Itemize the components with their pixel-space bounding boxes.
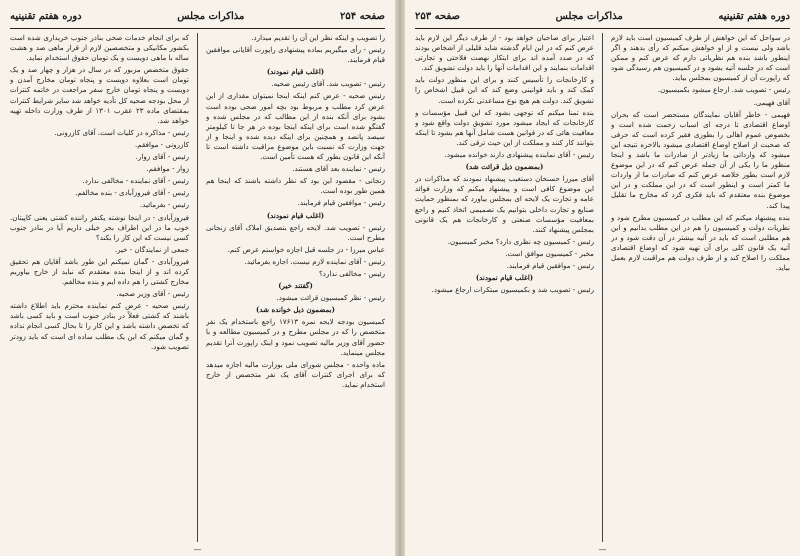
- paragraph: (اغلب قیام نمودند): [475, 273, 534, 283]
- paragraph: بنده تمنا میکنم که توجهی بشود که این قبیل مؤسسات و کارخانجات که ایجاد میشود مورد تشویق دولت واقع شود و معافیت هائی که در قوانین هست شامل آنها هم بشود تا اینکه بتوانند کار کنند و مملکت از این حیث ترقی کند.: [415, 107, 594, 147]
- paragraph: رئیس - نظر کمیسیون قرائت میشود.: [276, 293, 385, 303]
- book-gutter: [395, 0, 405, 556]
- left-page-title: مذاکرات مجلس: [177, 10, 245, 22]
- paragraph: (اغلب قیام نمودند): [266, 67, 325, 77]
- right-page-footer: —: [598, 545, 607, 554]
- right-column-right: [611, 33, 790, 542]
- paragraph: که برای انجام خدمات صحی بنادر جنوب خریداری شده است بکشور مکانیکی و متخصصین لازم از قرار ماهی صد و هشت ساله با ماهی دویست و یک تومان حقوق استخدام نماید.: [10, 33, 189, 63]
- left-page-footer: —: [193, 545, 202, 554]
- paragraph: آقای فهیمی.: [753, 97, 790, 107]
- paragraph: رئیس - آقای زوار.: [135, 152, 189, 162]
- paragraph: آقای میرزا حسنخان دستغیب پیشنهاد نمودند که مذاکرات در این موضوع کافی است و پیشنهاد میکنم که وزارت فوائد عامه و تجارت یک لایحه ای بمجلس بیاورد که بمنظور حمایت صنایع و تجارت داخلی بتوانیم یک تصمیمی اتخاذ کنیم و راجع بمعافیت مؤسسات صنعتی و کارخانجات هم یک قانونی بمجلس پیشنهاد کنند.: [415, 174, 594, 234]
- paragraph: و کارخانجات را تأسیس کنند و برای این منظور دولت باید کمک کند و باید قوانینی وضع کند که این قبیل اشخاص را تشویق کند. دولت هم هیچ نوع مساعدتی نکرده است.: [415, 75, 594, 105]
- paragraph: رئیس - موافقین قیام فرمایند.: [297, 198, 385, 208]
- paragraph: رئیس - بفرمائید.: [139, 200, 189, 210]
- paragraph: (اغلب قیام نمودند): [266, 210, 325, 220]
- left-column-left: [10, 33, 189, 542]
- paragraph: رئیس - آقای نماینده - مخالفی ندارد.: [82, 176, 189, 186]
- paragraph: (بمضمون ذیل قرائت شد): [465, 162, 544, 172]
- paragraph: رئیس - کمیسیون چه نظری دارد؟ مخبر کمیسیون.: [447, 236, 594, 246]
- right-page-number: صفحه ۲۵۳: [415, 10, 460, 22]
- column-divider: [197, 33, 198, 542]
- paragraph: رئیس - مذاکره در کلیات است. آقای کازرونی.: [54, 127, 189, 137]
- paragraph: فیروزآبادی - در اینجا نوشته یکنفر راننده کشتی یعنی کاپیتان. خوب ما در این اطراف بحر خیلی داریم آیا در بنادر جنوب کسی نیست که این کار را بکند؟: [10, 212, 189, 242]
- paragraph: (گفتند خیر): [278, 281, 313, 291]
- column-divider: [602, 33, 603, 542]
- right-page-title: مذاکرات مجلس: [555, 10, 623, 22]
- paragraph: کمیسیون بودجه لایحه نمره ۱۷۶۱۳ راجع باستخدام یک نفر متخصص را که در مجلس مطرح و در کمیسیون مطالعه و با حضور آقای وزیر مالیه تصویب نمود و اینک راپورت آنرا تقدیم مجلس مینماید.: [206, 317, 385, 357]
- paragraph: رئیس - تصویب شد. آقای رئیس صحیه.: [271, 79, 385, 89]
- left-page-header: [10, 6, 385, 26]
- right-page: [405, 0, 800, 556]
- paragraph: رئیس - تصویب شد. لایحه راجع بتصدیق املاک آقای زنجانی مطرح است.: [206, 222, 385, 242]
- paragraph: جمعی از نمایندگان - خیر.: [114, 244, 189, 254]
- left-columns: [10, 33, 385, 542]
- paragraph: رئیس - تصویب شد و بکمیسیون مبتکرات ارجاع میشود.: [431, 285, 594, 295]
- paragraph: فیروزآبادی - گمان نمیکنم این طور باشد آقایان هم تحقیق کرده اند و از اینجا بنده معتقدم که نباید از خارج بیاوریم مخارج کشتی را هم داده ایم و بنده مخالفم.: [10, 256, 189, 287]
- paragraph: مخبر - کمیسیون موافق است.: [505, 248, 594, 258]
- left-page-number: صفحه ۲۵۴: [340, 10, 385, 22]
- right-columns: [415, 33, 790, 542]
- paragraph: ماده واحده - مجلس شورای ملی بوزارت مالیه اجازه میدهد که برای اجرای کنترات آقای یک نفر متخصص از خارج استخدام نماید.: [206, 359, 385, 389]
- paragraph: کازرونی - موافقم.: [135, 139, 189, 149]
- paragraph: زوار - موافقم.: [146, 164, 189, 174]
- right-page-session: دوره هفتم تقنینیه: [718, 10, 790, 22]
- paragraph: رئیس صحیه - عرض کنم اینکه اینجا نمیتوان مقداری از این عرض کرد مطلب و مربوط بود بچه امور صحی بوده است بشود برای آنکه بنده از این مطالب که در مجلس شده و گفتگو شده است برای اینکه اینجا بوده در هر جا تا کیلومتر سیصد پانصد و همچنین برای اینکه دیده شده و اینجا و از جهت وزارت که نسبت باین موضوع مراقبت داشته است تا آنکه این قانون بطور که هست تأمین است.: [206, 91, 385, 162]
- paragraph: را تصویب و اینکه نظر این آن را تقدیم میدارد.: [251, 33, 385, 42]
- left-column-right: [206, 33, 385, 542]
- paragraph: حقوق متخصص مزبور که در سال در هزار و چهار صد و یک تومان است بعلاوه دویست و پنجاه تومان مخارج آمدن و دویست و پنجاه تومان خارج سفر مراجعت در خاتمه کنترات از محل بودجه صحیه کل تأدیه خواهد شد سایر شرایط کنترات بمقتضای ماده ۲۳ عقرب ۱۳۰۱ از طرف وزارت داخله تهیه خواهد شد.: [10, 65, 189, 125]
- paragraph: رئیس - تصویب شد. ارجاع میشود بکمیسیون.: [657, 85, 790, 95]
- left-header-rule: [10, 28, 385, 29]
- paragraph: اعتبار برای صاحبان خواهد بود - از طرف دیگر این لازم باید عرض کنم که در این ایام گذشته شاید قلیلی از اشخاص بودند که در صدد آمده اند برای ابتکار نهضت فلاحتی و تجارتی اقدامات بنمایند و این اقدامات آنها را باید دولت تشویق کند.: [415, 33, 594, 73]
- right-page-header: [415, 6, 790, 26]
- paragraph: (بمضمون ذیل خوانده شد): [256, 305, 335, 315]
- paragraph: رئیس - آقای نماینده پیشنهادی دارند خوانده میشود.: [444, 150, 594, 160]
- paragraph: عباس میرزا - در جلسه قبل اجازه خواستم عرض کنم.: [227, 244, 385, 254]
- left-page: [0, 0, 395, 556]
- paragraph: بنده پیشنهاد میکنم که این مطلب در کمیسیون مطرح شود و نظریات دولت و کمیسیون را هم در این مطلب بدانیم و این هم مطلبی است که باید در آتیه بیشتر در آن دقت شود و در آتیه یک قانون کلی برای آن تهیه شود که اوضاع اقتصادی مملکت را اصلاح کند و از طرف دولت هم مراقبت لازم بعمل بیاید.: [611, 212, 790, 273]
- paragraph: فهیمی - خاطر آقایان نمایندگان مستحضر است که بحران اوضاع اقتصادی تا درجه ای اسباب زحمت شده است و بخصوص عموم اهالی را بطوری فقیر کرده است که حرفی که صحبت از اصلاح اوضاع اقتصادی میشود بالاخره نتیجه این میشود که وارداتی ما زیادتر از صادرات ما باشد و اینجا منظور ما را یکی از آن جمله عرض کنم که در این موضوع لازم است بطور خلاصه عرض کنم که صادرات ما از واردات ما کمتر است و اینطور است که در این مملکت و در این موضوع بنده معتقدم که باید فکری کرد که مخارج ما تقلیل پیدا کند.: [611, 109, 790, 210]
- paragraph: رئیس - موافقین قیام فرمایند.: [506, 260, 594, 270]
- paragraph: رئیس - آقای فیروزآبادی - بنده مخالفم.: [75, 188, 189, 198]
- paragraph: رئیس - نماینده بعد آقای هستند.: [292, 164, 385, 174]
- paragraph: در سواحل که این خواهش از طرف کمیسیون است باید لازم باشد ولی نیست و از او خواهش میکنم که رأی بدهند و اگر اینطور باشد بنده هم نظریاتی دارم که عرض کنم و ممکن است که در جلسه آتیه بشود و در کمیسیون هم رسیدگی شود که راپورت آن از کمیسیون بمجلس بیاید.: [611, 33, 790, 83]
- right-header-rule: [415, 28, 790, 29]
- left-page-session: دوره هفتم تقنینیه: [10, 10, 82, 22]
- paragraph: رئیس صحیه - عرض کنم نماینده محترم باید اطلاع داشته باشند که کشتی فعلاً در بنادر جنوب است و باید کسی باشد که تخصص داشته باشد و این کار را تا بحال کسی انجام نداده و گمان میکنم که این یک مطلب ساده ای است که باید زودتر تصویب شود.: [10, 301, 189, 351]
- right-column-left: [415, 33, 594, 542]
- paragraph: رئیس - آقای نماینده لازم نیست. اجازه بفرمائید.: [244, 256, 385, 266]
- paragraph: رئیس - مخالفی ندارد؟: [319, 268, 385, 278]
- paragraph: زنجانی - مقصود این بود که نظر داشته باشند که اینجا هم همین طور بوده است.: [206, 176, 385, 196]
- paragraph: رئیس - رأی میگیریم بماده پیشنهادی راپورت آقایانی موافقین قیام فرمایند.: [206, 45, 385, 65]
- paragraph: رئیس - آقای وزیر صحیه.: [116, 289, 189, 299]
